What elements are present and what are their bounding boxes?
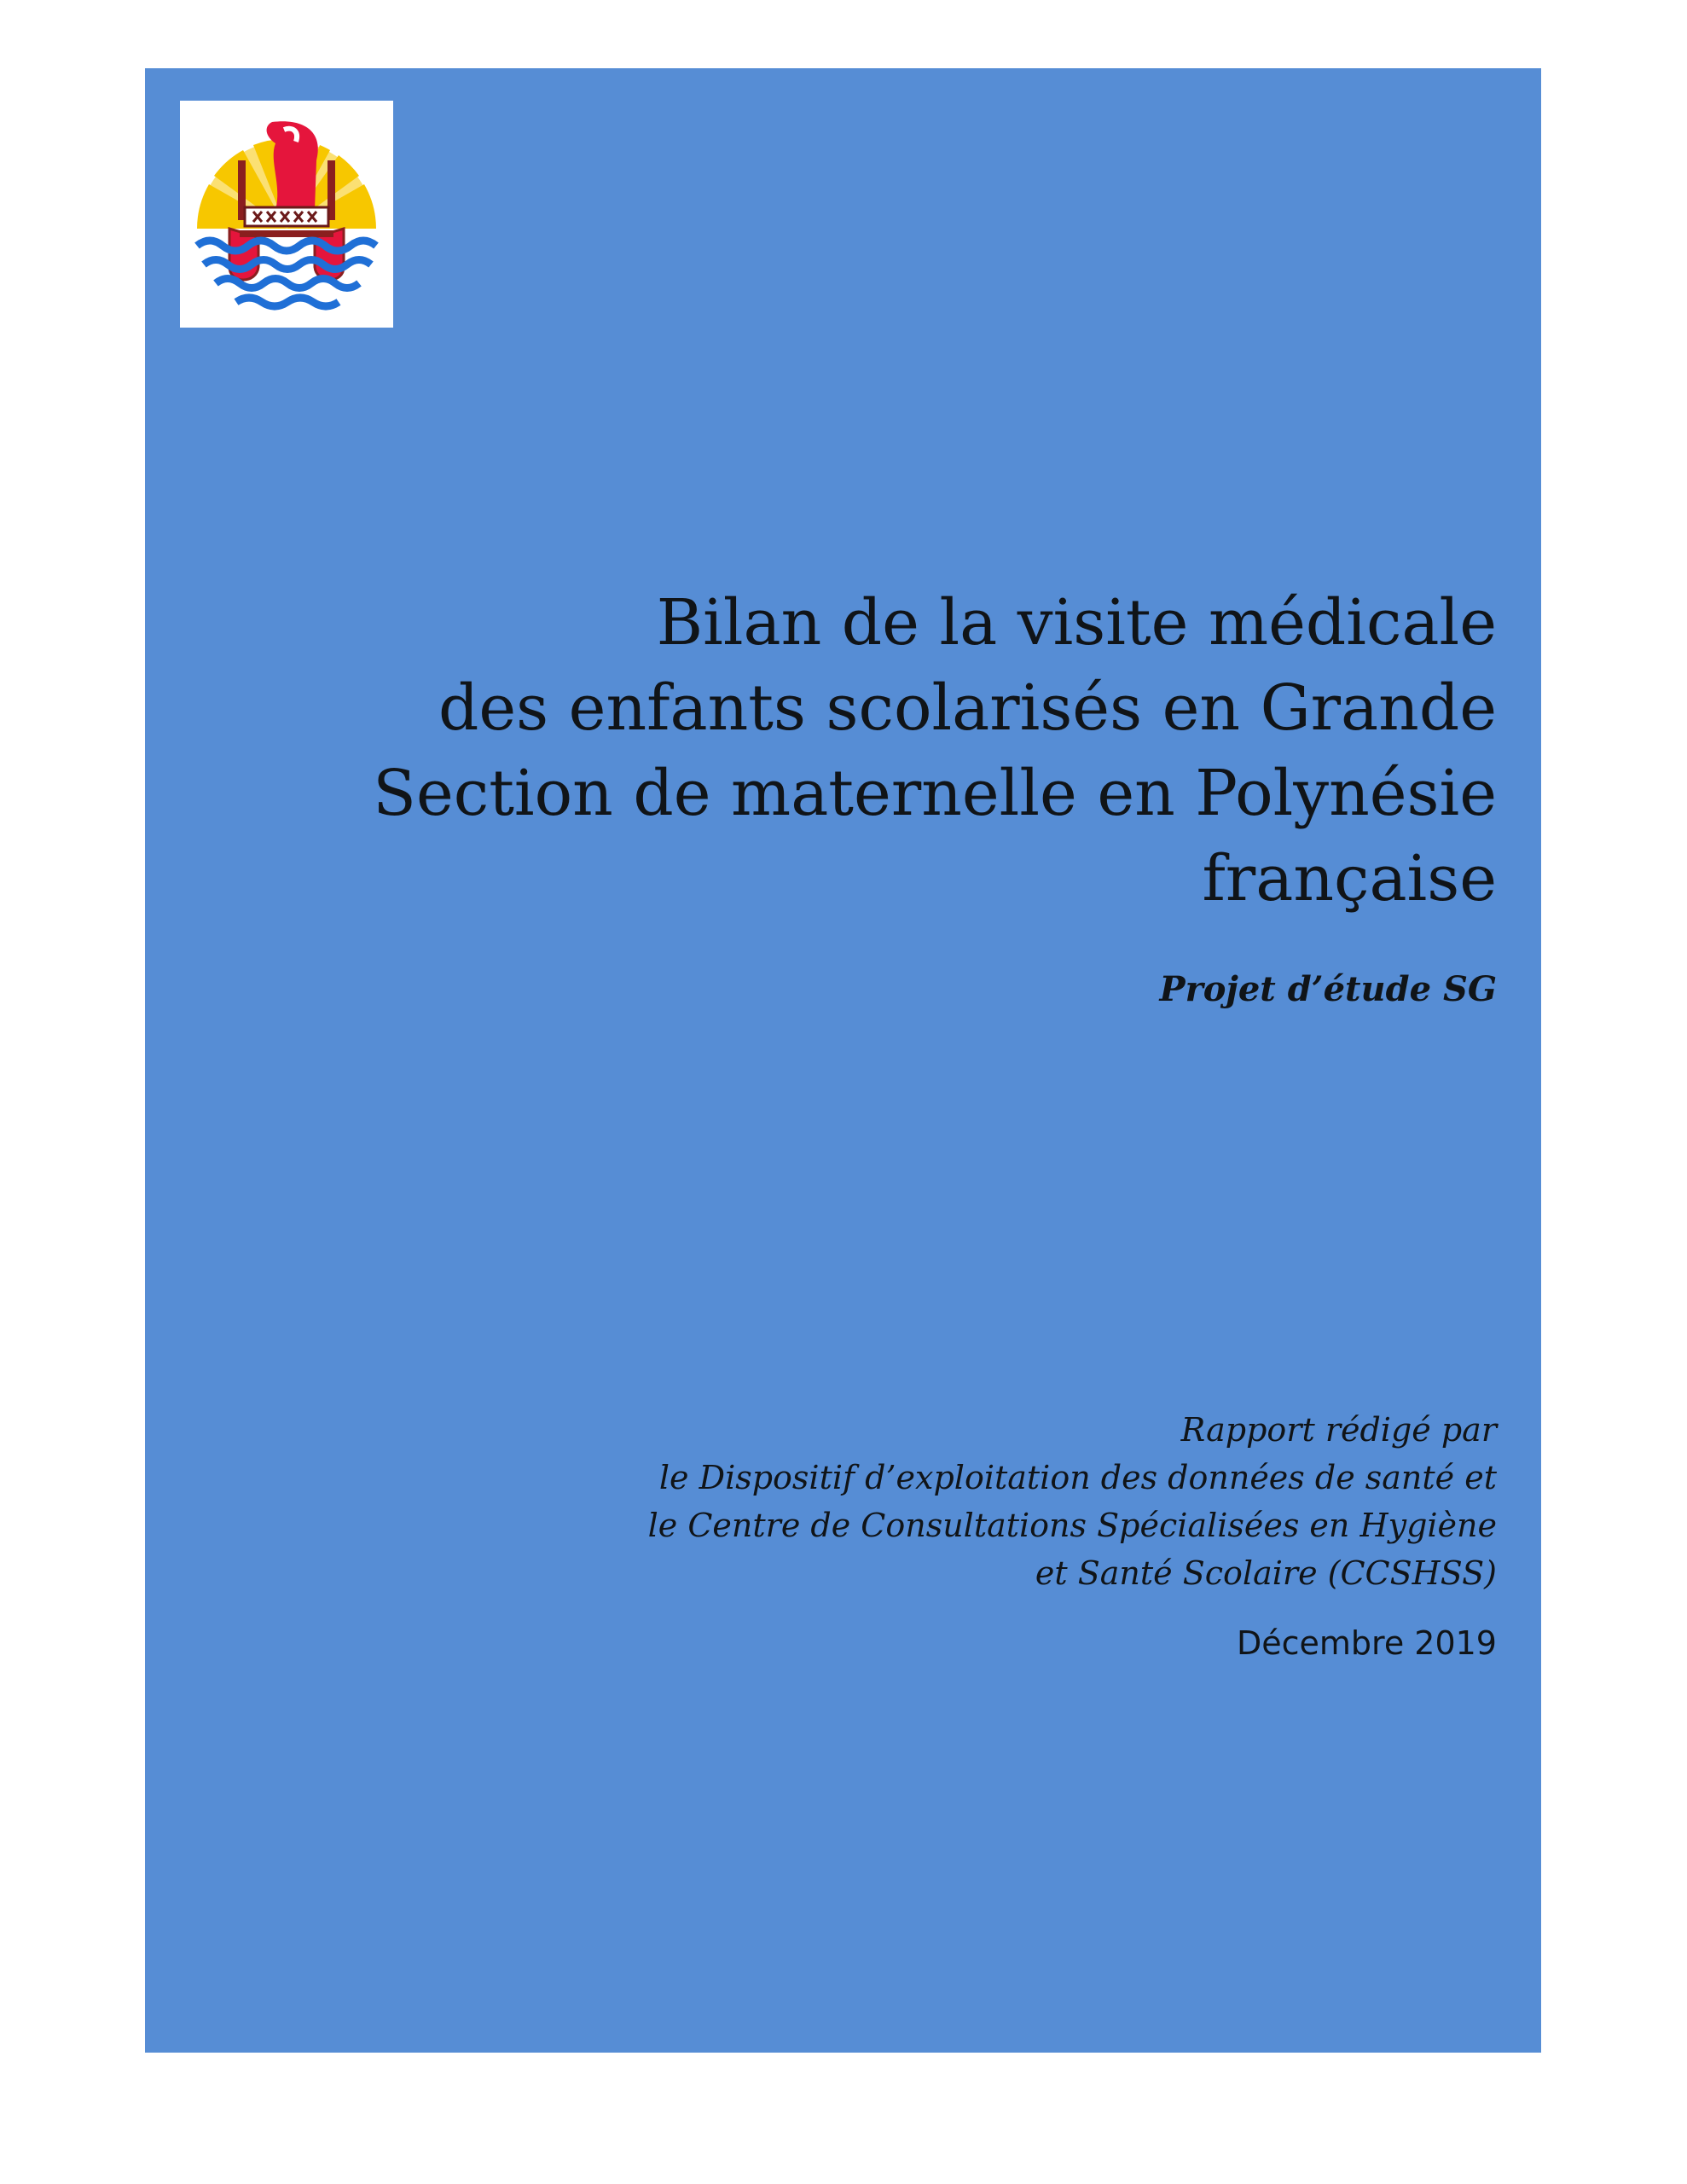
title-line: Bilan de la visite médicale bbox=[656, 586, 1497, 659]
title-line: des enfants scolarisés en Grande bbox=[438, 671, 1497, 745]
report-title bbox=[303, 580, 1497, 921]
report-authors bbox=[473, 1406, 1497, 1597]
report-subtitle: Projet d’étude SG bbox=[1159, 969, 1497, 1009]
cover-panel bbox=[145, 68, 1541, 2053]
author-line: le Centre de Consultations Spécialisées en Hygiène bbox=[647, 1507, 1497, 1544]
coat-of-arms-icon bbox=[180, 101, 393, 328]
title-line: française bbox=[1202, 842, 1497, 915]
author-line: le Dispositif d’exploitation des données de santé et bbox=[658, 1459, 1497, 1496]
author-line: Rapport rédigé par bbox=[1180, 1411, 1497, 1449]
title-line: Section de maternelle en Polynésie bbox=[373, 757, 1497, 830]
report-date: Décembre 2019 bbox=[1236, 1624, 1497, 1662]
author-line: et Santé Scolaire (CCSHSS) bbox=[1035, 1554, 1497, 1592]
